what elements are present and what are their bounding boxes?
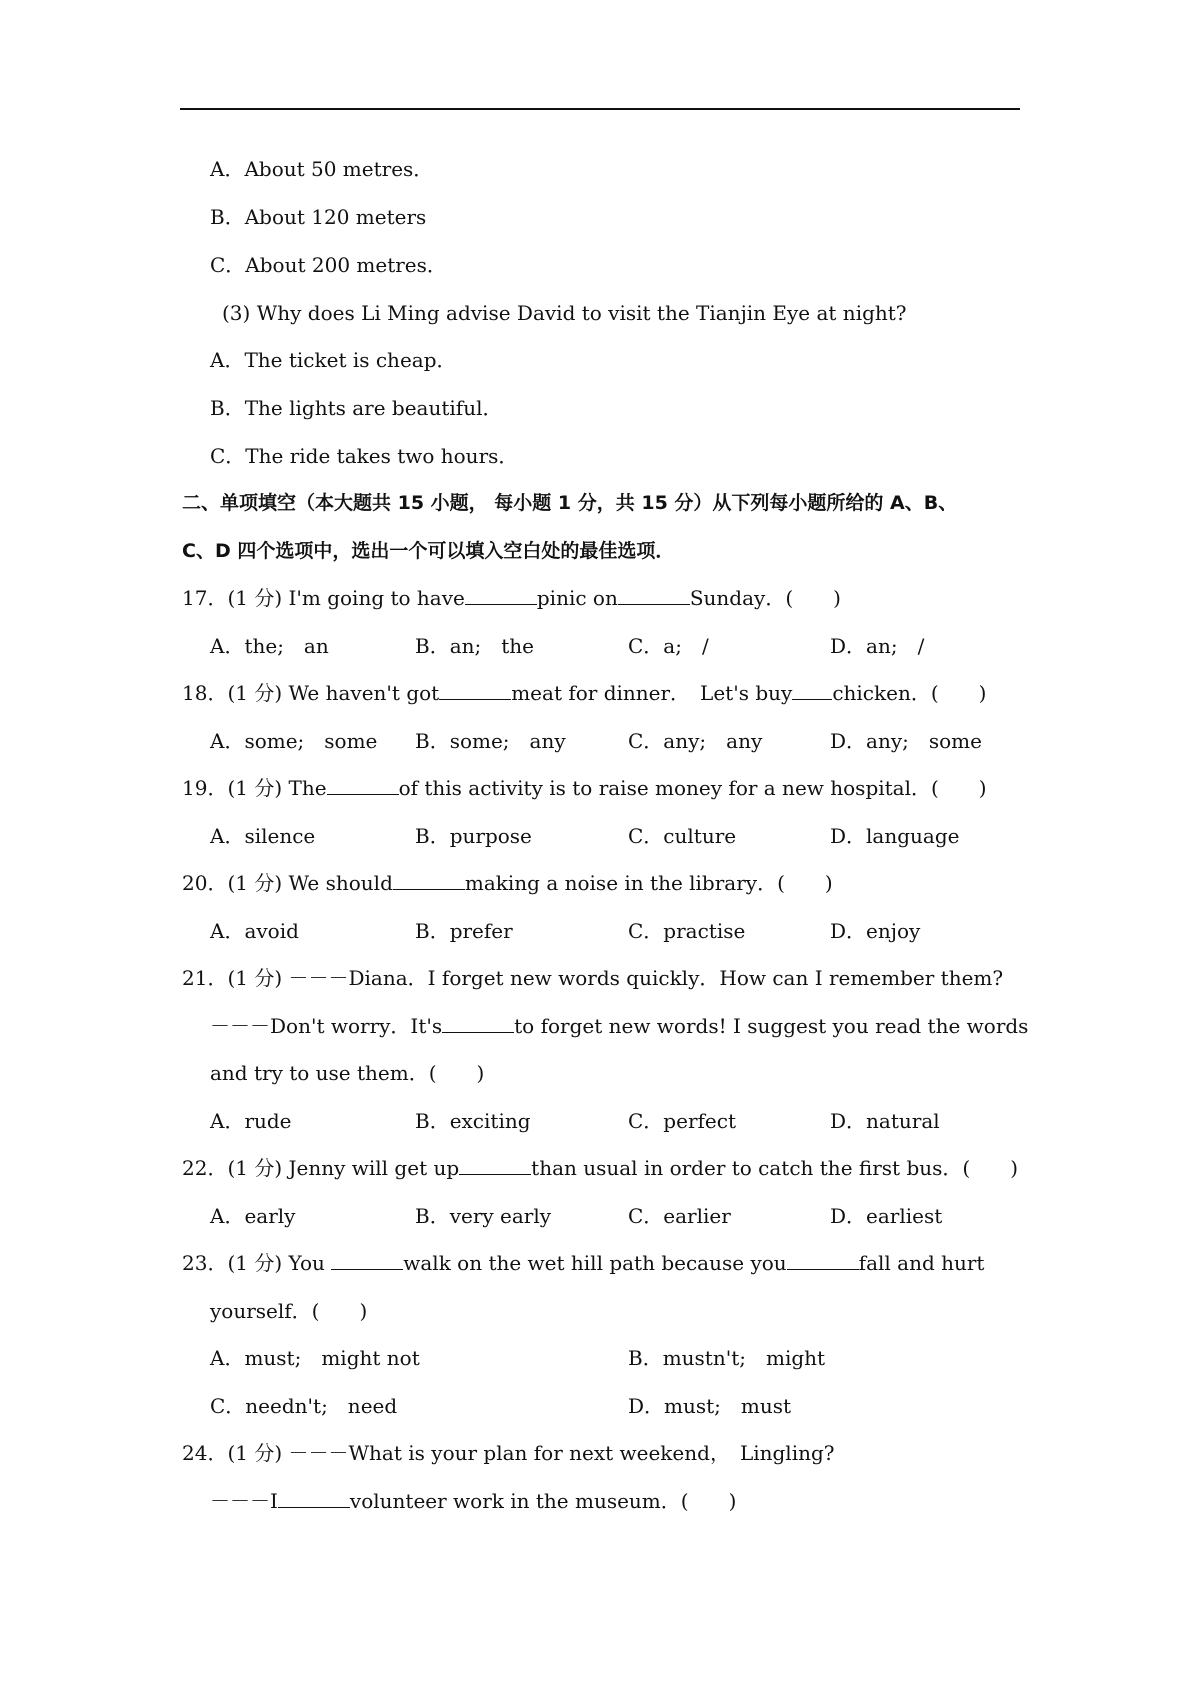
q20-option-c: C．practise <box>628 919 746 943</box>
q19-option-a: A．silence <box>210 824 316 848</box>
q16-2-option-a: A．About 50 metres． <box>210 157 434 181</box>
q24-stem-line2 <box>210 1488 736 1514</box>
q17-blank-1 <box>465 586 537 605</box>
q24-text-1: －－－I <box>210 1489 278 1513</box>
q24-text-2: volunteer work in the museum．( ) <box>349 1489 737 1513</box>
q20-text-2: making a noise in the library．( ) <box>464 871 833 895</box>
q22-option-b: B．very early <box>415 1204 552 1228</box>
q17-option-d: D．an; / <box>830 634 925 658</box>
q21-stem-line3: and try to use them．( ) <box>210 1061 485 1085</box>
q17-option-b: B．an; the <box>415 634 534 658</box>
q22-option-a: A．early <box>210 1204 296 1228</box>
q22-option-d: D．earliest <box>830 1204 943 1228</box>
q23-text-1: 23．(1 分) You <box>182 1251 325 1275</box>
q21-text-1: －－－Don't worry．It's <box>210 1014 443 1038</box>
q18-text-3: chicken．( ) <box>832 681 987 705</box>
q22-stem <box>182 1155 1018 1181</box>
q17-stem <box>182 585 841 611</box>
q18-blank-2 <box>792 681 832 700</box>
q23-option-a: A．must; might not <box>210 1346 420 1370</box>
q18-option-b: B．some; any <box>415 729 566 753</box>
q23-stem-line2: yourself．( ) <box>210 1299 368 1323</box>
q19-option-b: B．purpose <box>415 824 532 848</box>
q17-text-2: pinic on <box>536 586 618 610</box>
q21-option-d: D．natural <box>830 1109 940 1133</box>
q20-blank <box>393 871 465 890</box>
q21-blank <box>442 1014 514 1033</box>
q20-text-1: 20．(1 分) We should <box>182 871 393 895</box>
section-2-heading-line1: 二、单项填空（本大题共 15 小题， 每小题 1 分，共 15 分）从下列每小题所给的 A、B、 <box>182 492 958 514</box>
q17-text-3: Sunday．( ) <box>689 586 841 610</box>
q19-option-c: C．culture <box>628 824 737 848</box>
q23-option-b: B．mustn't; might <box>628 1346 826 1370</box>
q16-3-option-b: B．The lights are beautiful． <box>210 396 503 420</box>
q18-stem <box>182 680 986 706</box>
q21-stem-line2 <box>210 1013 1028 1039</box>
q20-option-d: D．enjoy <box>830 919 921 943</box>
q18-option-d: D．any; some <box>830 729 982 753</box>
q18-text-1: 18．(1 分) We haven't got <box>182 681 440 705</box>
q19-option-d: D．language <box>830 824 960 848</box>
q16-2-option-b: B．About 120 meters <box>210 205 427 229</box>
q24-blank <box>278 1489 350 1508</box>
q20-stem <box>182 870 833 896</box>
q23-text-3: fall and hurt <box>858 1251 985 1275</box>
q17-text-1: 17．(1 分) I'm going to have <box>182 586 465 610</box>
q24-stem-line1: 24．(1 分) －－－What is your plan for next weekend， Lingling? <box>182 1441 835 1465</box>
q19-text-1: 19．(1 分) The <box>182 776 327 800</box>
q21-option-c: C．perfect <box>628 1109 736 1133</box>
q19-blank <box>327 776 399 795</box>
q23-blank-2 <box>787 1251 859 1270</box>
q21-text-2: to forget new words! I suggest you read the words <box>514 1014 1029 1038</box>
q16-3-stem: (3) Why does Li Ming advise David to visit the Tianjin Eye at night? <box>222 301 907 325</box>
q17-option-a: A．the; an <box>210 634 329 658</box>
q21-stem-line1: 21．(1 分) －－－Diana．I forget new words quickly．How can I remember them? <box>182 966 1004 990</box>
q23-blank-1 <box>331 1251 403 1270</box>
q18-text-2: meat for dinner． Let's buy <box>511 681 793 705</box>
q23-option-d: D．must; must <box>628 1394 792 1418</box>
q18-option-c: C．any; any <box>628 729 763 753</box>
q22-text-2: than usual in order to catch the first bus．( ) <box>531 1156 1018 1180</box>
q19-text-2: of this activity is to raise money for a new hospital．( ) <box>398 776 987 800</box>
q21-option-b: B．exciting <box>415 1109 531 1133</box>
q21-option-a: A．rude <box>210 1109 292 1133</box>
q23-text-2: walk on the wet hill path because you <box>403 1251 787 1275</box>
q17-blank-2 <box>618 586 690 605</box>
q16-2-option-c: C．About 200 metres． <box>210 253 447 277</box>
q18-blank-1 <box>439 681 511 700</box>
q16-3-option-c: C．The ride takes two hours． <box>210 444 519 468</box>
q23-option-c: C．needn't; need <box>210 1394 398 1418</box>
q22-blank <box>459 1156 531 1175</box>
header-rule <box>180 108 1020 110</box>
q20-option-a: A．avoid <box>210 919 299 943</box>
q16-3-option-a: A．The ticket is cheap． <box>210 348 457 372</box>
q17-option-c: C．a; / <box>628 634 709 658</box>
q18-option-a: A．some; some <box>210 729 378 753</box>
q22-option-c: C．earlier <box>628 1204 731 1228</box>
q19-stem <box>182 775 987 801</box>
section-2-heading-line2: C、D 四个选项中，选出一个可以填入空白处的最佳选项． <box>182 540 675 562</box>
q23-stem-line1 <box>182 1250 984 1276</box>
q22-text-1: 22．(1 分) Jenny will get up <box>182 1156 460 1180</box>
q20-option-b: B．prefer <box>415 919 513 943</box>
